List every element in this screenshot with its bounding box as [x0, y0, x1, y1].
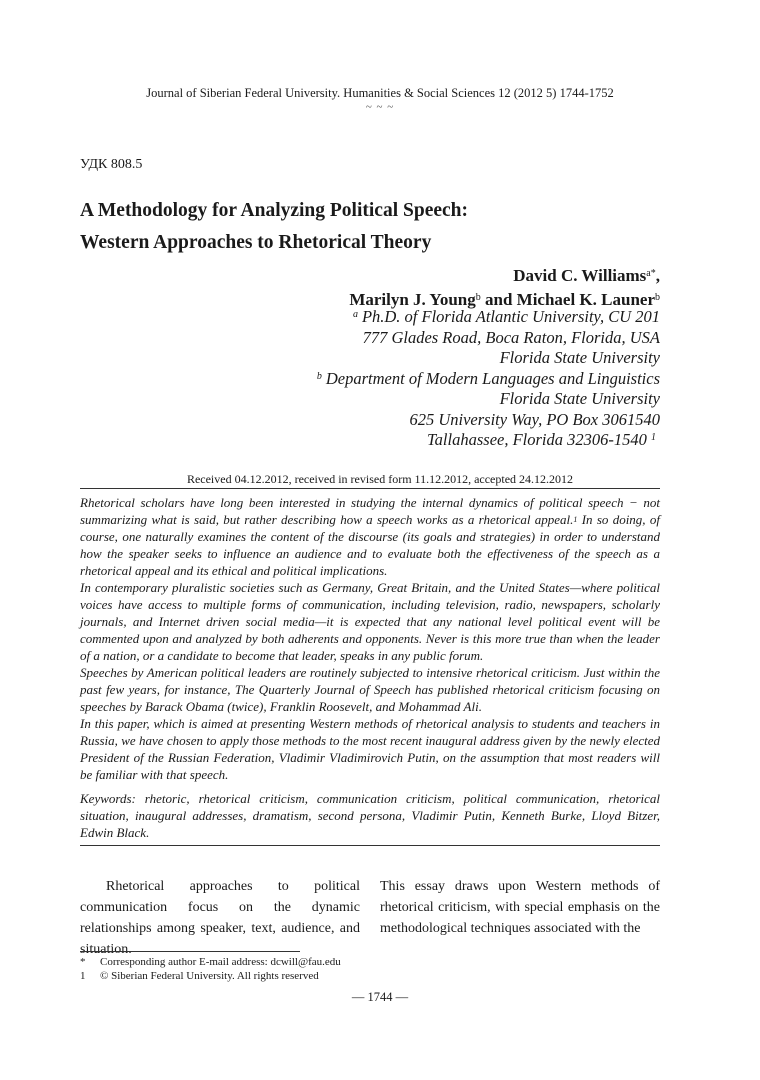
body-paragraph: Rhetorical approaches to political communication focus on the dynamic relationships among speaker, text, audience, and situation.	[80, 879, 360, 957]
received-dates: Received 04.12.2012, received in revised form 11.12.2012, accepted 24.12.2012	[186, 472, 574, 486]
paper-title	[80, 195, 468, 259]
header-ornament: ~ ~ ~	[365, 101, 395, 113]
body-paragraph: This essay draws upon Western methods of rhetorical criticism, with special emphasis on the methodological techniques associated with the	[380, 879, 660, 936]
footnote-text: © Siberian Federal University. All rights reserved	[100, 970, 319, 982]
affiliation-line: 777 Glades Road, Boca Raton, Florida, USA	[362, 327, 660, 347]
abstract-bottom-rule	[80, 845, 660, 846]
author-name: David C. Williams	[513, 266, 647, 285]
affiliation-line: $^a$ Ph.D. of Florida Atlantic University, CU 201	[352, 307, 660, 326]
footnote-mark: *	[80, 956, 86, 968]
affiliation-line: Tallahassee, Florida 32306-1540 $^1$	[427, 430, 656, 449]
author-line-1	[349, 264, 660, 288]
author-affil-mark: a*	[646, 268, 656, 279]
author-name: Marilyn J. Young	[349, 290, 476, 309]
keywords: Keywords: rhetoric, rhetorical criticism, communication criticism, political communication, rhetorical situation, inaugural addresses, dramatism, second persona, Vladimir Putin, Kenneth Burke, Lloyd Bitzer, Edwin Black.	[80, 791, 660, 840]
body-column-right	[380, 876, 660, 939]
affil-mark: b	[316, 370, 322, 382]
title-line-2: Western Approaches to Rhetorical Theory	[80, 232, 432, 253]
footnote	[80, 955, 660, 969]
author-list	[349, 264, 660, 312]
footnote-ref: 1	[573, 515, 578, 524]
footnote	[80, 969, 660, 983]
author-affil-mark: b	[475, 292, 481, 303]
abstract-top-rule	[80, 488, 660, 489]
affiliation-line: 625 University Way, PO Box 3061540	[409, 409, 660, 429]
affiliation-line: Florida State University	[499, 389, 660, 408]
footnote-mark: 1	[80, 970, 86, 982]
title-line-1: A Methodology for Analyzing Political Speech:	[80, 200, 469, 221]
abstract-paragraph: Rhetorical scholars have long been interested in studying the internal dynamics of political speech − not summarizing what is said, but rather describing how a speech works as a rhetorical appeal.$^1$ In so doing, of course, one naturally examines the content of the discourse (its goals and strategies) in order to understand how the speaker seeks to influence an audience and to evaluate both the effectiveness of the speech as a rhetorical appeal and its ethical and political implications.	[80, 495, 660, 578]
abstract-paragraph: In contemporary pluralistic societies such as Germany, Great Britain, and the United States—where political voices have access to multiple forms of communication, including television, radio, newspapers, scholarly journals, and Internet driven social media—it is expected that any national level political event will be commented upon and analyzed by both adherents and opponents. Never is this more true than when the leader of a nation, or a candidate to become that leader, speaks in any public forum.	[80, 580, 660, 663]
body-column-left	[80, 876, 360, 960]
footnote-text: Corresponding author E-mail address: dcwill@fau.edu	[100, 956, 341, 968]
affiliation-line: $^b$ Department of Modern Languages and Linguistics	[316, 368, 660, 388]
footnote-ref: 1	[651, 432, 656, 443]
author-separator: ,	[655, 266, 660, 285]
abstract-paragraph: Speeches by American political leaders are routinely subjected to intensive rhetorical criticism. Just within the past few years, for instance, The Quarterly Journal of Speech has published rhetorical criticism focusing on speeches by Barack Obama (twice), Franklin Roosevelt, and Mohammad Ali.	[80, 665, 660, 714]
abstract-paragraph: In this paper, which is aimed at presenting Western methods of rhetorical analysis to students and teachers in Russia, we have chosen to apply those methods to the most recent inaugural address given by the newly elected President of the Russian Federation, Vladimir Vladimirovich Putin, on the assumption that most readers will be familiar with that speech.	[80, 716, 660, 782]
author-affil-mark: b	[655, 292, 660, 303]
affil-mark: a	[352, 309, 358, 320]
journal-header: Journal of Siberian Federal University. Humanities & Social Sciences 12 (2012 5) 1744-1752	[146, 86, 614, 100]
page-number: — 1744 —	[351, 990, 409, 1004]
footnote-rule	[80, 951, 300, 952]
abstract	[80, 494, 660, 783]
footnotes	[80, 955, 660, 983]
udk-code: УДК 808.5	[80, 157, 143, 172]
affiliation-line: Florida State University	[499, 348, 660, 367]
affiliations	[317, 307, 660, 451]
author-name: and Michael K. Launer	[480, 290, 655, 309]
